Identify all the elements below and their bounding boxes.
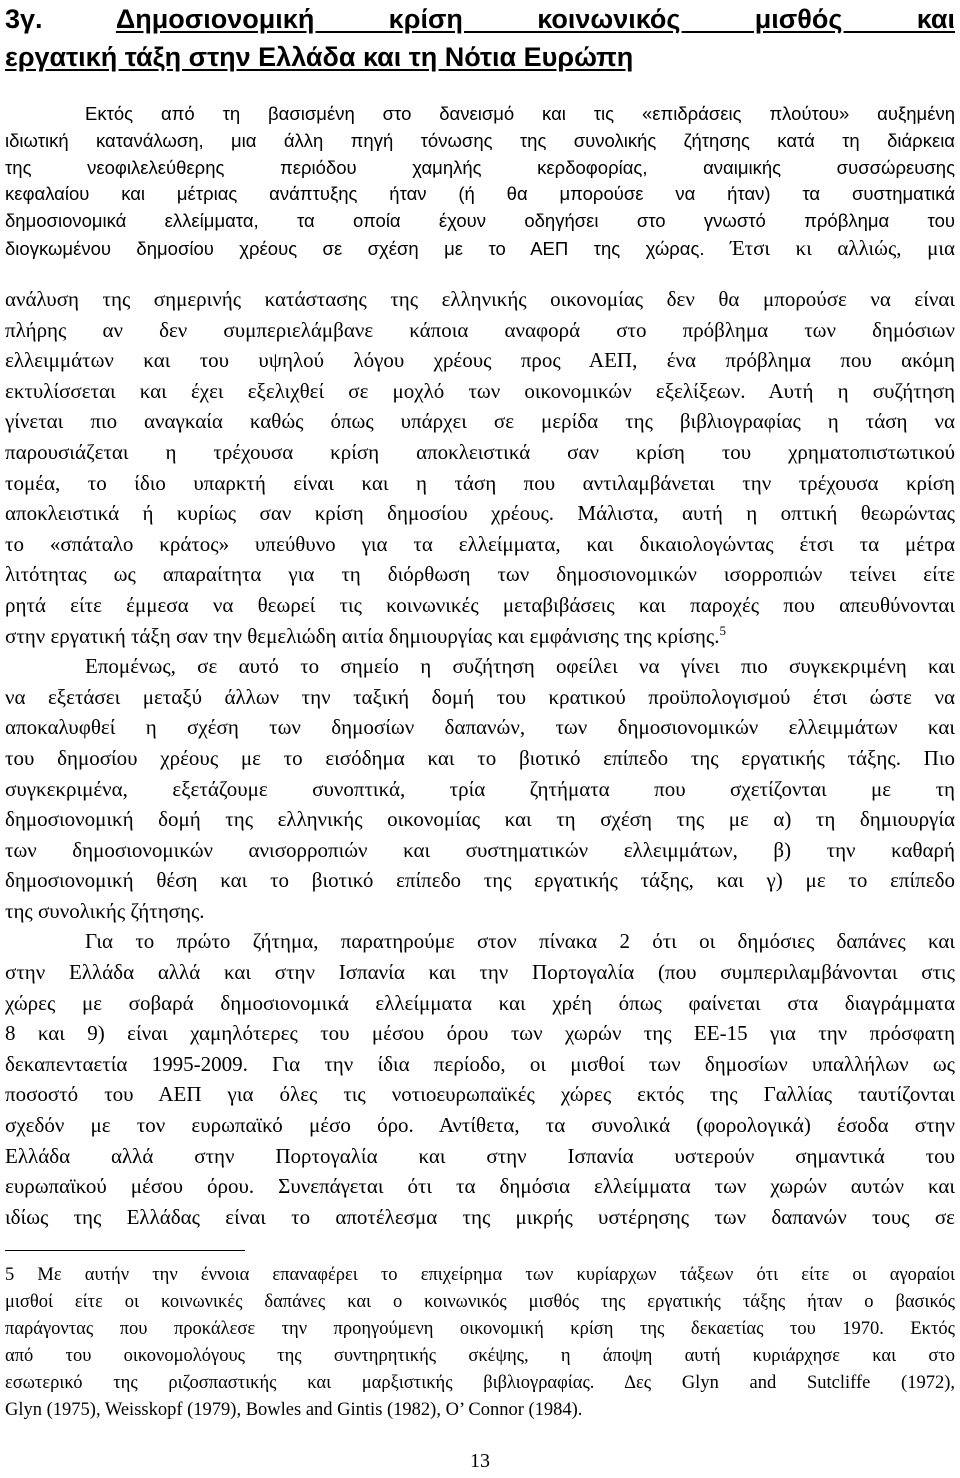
heading-line-1 xyxy=(5,0,955,38)
text-line: ελλειμμάτων και του υψηλού λόγου χρέους προς ΑΕΠ, ένα πρόβλημα που ακόμη xyxy=(5,348,955,373)
footnote-line: εσωτερικό της ριζοσπαστικής και μαρξιστικής βιβλιογραφίας. Δες Glyn and Sutcliffe (1972), xyxy=(5,1372,955,1393)
text-line: Επομένως, σε αυτό το σημείο η συζήτηση οφείλει να γίνει πιο συγκεκριμένη και xyxy=(85,654,955,679)
section-number: 3γ. xyxy=(5,4,43,34)
text-line: ποσοστό του ΑΕΠ για όλες τις νοτιοευρωπαϊκές χώρες εκτός της Γαλλίας ταυτίζονται xyxy=(5,1082,955,1107)
text-line: ιδίως της Ελλάδας είναι το αποτέλεσμα της μικρής υστέρησης των δαπανών τους σε xyxy=(5,1204,955,1229)
text-line: γίνεται πιο αναγκαία καθώς όπως υπάρχει σε μερίδα της βιβλιογραφίας η τάση να xyxy=(5,409,955,434)
text-line: δημοσιονομική δομή της ελληνικής οικονομίας και τη σχέση της με α) τη δημιουργία xyxy=(5,807,955,832)
text-line: Για το πρώτο ζήτημα, παρατηρούμε στον πίνακα 2 ότι οι δημόσιες δαπάνες και xyxy=(85,929,955,954)
text-line: το «σπάταλο κράτος» υπεύθυνο για τα ελλείμματα, και δικαιολογώντας έτσι τα μέτρα xyxy=(5,531,955,556)
footnote-reference[interactable]: 5 xyxy=(719,622,726,638)
footnote-line xyxy=(5,1262,955,1289)
text-line: δεκαπενταετία 1995-2009. Για την ίδια περίοδο, οι μισθοί των δημοσίων υπαλλήλων ως xyxy=(5,1051,955,1076)
text-line: πλήρης αν δεν συμπεριελάμβανε κάποια αναφορά στο πρόβλημα των δημόσιων xyxy=(5,317,955,342)
footnote xyxy=(5,1262,955,1423)
text-line: στην Ελλάδα αλλά και στην Ισπανία και την Πορτογαλία (που συμπεριλαμβάνονται στις xyxy=(5,960,955,985)
footnote-line: παράγοντας που προκάλεσε την προηγούμενη οικονομική κρίση της δεκαετίας του 1970. Εκτός xyxy=(5,1318,955,1339)
text-line: δημοσιονομική θέση και το βιοτικό επίπεδο της εργατικής τάξης, και γ) με το επίπεδο xyxy=(5,868,955,893)
text-line: χώρες με σοβαρά δημοσιονομικά ελλείμματα και χρέη όπως φαίνεται στα διαγράμματα xyxy=(5,990,955,1015)
text-line: παρουσιάζεται η τρέχουσα κρίση αποκλειστικά σαν κρίση του χρηματοπιστωτικού xyxy=(5,439,955,464)
text-line: Εκτός από τη βασισμένη στο δανεισμό και τις «επιδράσεις πλούτου» αυξημένη xyxy=(85,103,955,124)
text-serif-part: Έτσι κι αλλιώς, μια xyxy=(704,235,955,260)
footnote-line: Glyn (1975), Weisskopf (1979), Bowles and Gintis (1982), O’ Connor (1984). xyxy=(5,1399,583,1420)
footnote-text: Με αυτήν την έννοια επαναφέρει το επιχείρημα των κυρίαρχων τάξεων ότι είτε οι αγοραίοι xyxy=(14,1265,955,1285)
text-line: 8 και 9) είναι χαμηλότερες του μέσου όρου των χωρών της ΕΕ-15 για την πρόσφατη xyxy=(5,1021,955,1046)
body-text xyxy=(5,101,955,263)
text-line: ευρωπαϊκού μέσου όρου. Συνεπάγεται ότι τα δημόσια ελλείμματα των χωρών αυτών και xyxy=(5,1174,955,1199)
text-line: δημοσιονομικά ελλείμματα, τα οποία έχουν οδηγήσει στο γνωστό πρόβλημα του xyxy=(5,210,955,232)
text-line: της συνολικής ζήτησης. xyxy=(5,898,205,923)
text-line: να εξετάσει μεταξύ άλλων την ταξική δομή του κρατικού προϋπολογισμού έτσι ώστε να xyxy=(5,684,955,709)
text-line: του δημοσίου χρέους με το εισόδημα και το βιοτικό επίπεδο της εργατικής τάξης. Πιο xyxy=(5,745,955,770)
text-line-mixed xyxy=(5,235,955,263)
footnote-line: από του οικονομολόγους της συντηρητικής σκέψης, η άποψη αυτή κυριάρχησε και στο xyxy=(5,1345,955,1366)
text-line: συγκεκριμένα, εξετάζουμε συνοπτικά, τρία ζητήματα που σχετίζονται με τη xyxy=(5,776,955,801)
text-line: Ελλάδα αλλά στην Πορτογαλία και στην Ισπανία υστερούν σημαντικά του xyxy=(5,1143,955,1168)
text-line-content: στην εργατική τάξη σαν την θεμελιώδη αιτία δημιουργίας και εμφάνισης της κρίσης. xyxy=(5,623,720,648)
text-line: ανάλυση της σημερινής κατάστασης της ελληνικής οικονομίας δεν θα μπορούσε να είναι xyxy=(5,287,955,311)
body-text-serif xyxy=(5,284,955,1232)
text-line: λιτότητας ως απαραίτητα για τη διόρθωση των δημοσιονομικών ισορροπιών τείνει είτε xyxy=(5,562,955,587)
text-line: κεφαλαίου και μέτριας ανάπτυξης ήταν (ή θα μπορούσε να ήταν) τα συστηματικά xyxy=(5,183,955,205)
text-line: της νεοφιλελεύθερης περιόδου χαμηλής κερδοφορίας, αναιμικής συσσώρευσης xyxy=(5,156,955,178)
text-line: αποκαλυφθεί η σχέση των δημοσίων δαπανών, των δημοσιονομικών ελλειμμάτων και xyxy=(5,715,955,740)
page-number: 13 xyxy=(470,1450,490,1472)
footnote-number: 5 xyxy=(5,1265,15,1285)
text-line: τομέα, το ίδιο υπαρκτή είναι και η τάση που αντιλαμβάνεται την τρέχουσα κρίση xyxy=(5,470,955,495)
section-heading xyxy=(5,0,955,76)
text-sans-part: διογκωμένου δημοσίου χρέους σε σχέση με το ΑΕΠ της χώρας. xyxy=(5,237,705,259)
text-line: εκτυλίσσεται και έχει εξελιχθεί σε μοχλό των οικονομικών εξελίξεων. Αυτή η συζήτηση xyxy=(5,378,955,403)
text-line: ρητά είτε έμμεσα να θεωρεί τις κοινωνικές μεταβιβάσεις και παροχές που απευθύνονται xyxy=(5,592,955,617)
footnote-line: μισθοί είτε οι κοινωνικές δαπάνες και ο κοινωνικός μισθός της εργατικής τάξης ήταν ο βασικός xyxy=(5,1291,955,1312)
text-line: σχεδόν με τον ευρωπαϊκό μέσο όρο. Αντίθετα, τα συνολικά (φορολογικά) έσοδα στην xyxy=(5,1113,955,1138)
footnote-separator xyxy=(5,1250,245,1251)
section-title-part-1: Δημοσιονομική κρίση κοινωνικός μισθός και xyxy=(115,4,955,34)
text-line: ιδιωτική κατανάλωση, μια άλλη πηγή τόνωσης της συνολικής ζήτησης κατά τη διάρκεια xyxy=(5,129,955,151)
heading-line-2 xyxy=(5,38,955,76)
text-line: αποκλειστικά ή κυρίως σαν κρίση δημοσίου χρέους. Μάλιστα, αυτή η οπτική θεωρώντας xyxy=(5,501,955,526)
section-title-part-2: εργατική τάξη στην Ελλάδα και τη Νότια Ευρώπη xyxy=(5,42,634,72)
text-line xyxy=(5,621,955,652)
text-line: των δημοσιονομικών ανισορροπιών και συστηματικών ελλειμμάτων, β) την καθαρή xyxy=(5,837,955,862)
